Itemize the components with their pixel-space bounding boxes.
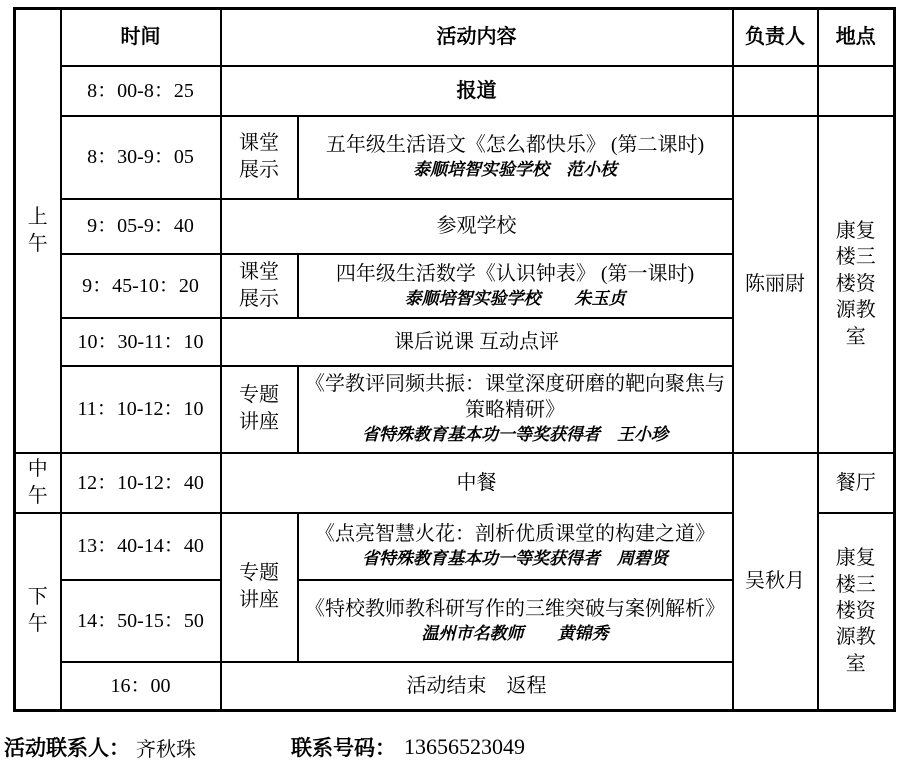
lecture-speaker: 温州市名教师 黄锦秀 (421, 623, 609, 643)
col-header-content: 活动内容 (221, 9, 733, 66)
time-cell: 8：00-8：25 (61, 66, 221, 116)
activity-cell-visit: 参观学校 (221, 199, 733, 254)
activity-cell-registration: 报道 (221, 66, 733, 116)
schedule-table (13, 7, 896, 712)
leader-cell-morning: 陈丽尉 (733, 116, 818, 453)
row-lunch (15, 453, 895, 513)
row-lesson1 (15, 116, 895, 199)
time-cell: 9：45-10：20 (61, 254, 221, 318)
activity-cell-review: 课后说课 互动点评 (221, 318, 733, 366)
lesson-title: 五年级生活语文《怎么都快乐》 (第二课时) (325, 134, 705, 157)
activity-type-label: 课堂展示 (239, 260, 279, 310)
col-header-location: 地点 (818, 9, 895, 66)
time-cell: 8：30-9：05 (61, 116, 221, 199)
header-row (15, 9, 895, 66)
col-header-time: 时间 (61, 9, 221, 66)
location-cell-afternoon (818, 513, 895, 711)
contact-name: 齐秋珠 (136, 738, 196, 761)
activity-type-cell (221, 366, 298, 453)
activity-cell-lunch: 中餐 (221, 453, 733, 513)
time-cell: 10：30-11：10 (61, 318, 221, 366)
activity-type-label: 课堂展示 (239, 132, 279, 181)
row-registration (15, 66, 895, 116)
lesson-title: 四年级生活数学《认识钟表》 (第一课时) (335, 262, 695, 285)
activity-cell-lecture1 (298, 366, 733, 453)
location-cell-empty (818, 66, 895, 116)
location-cell-morning (818, 116, 895, 453)
contact-label: 活动联系人： (4, 737, 130, 760)
lecture-speaker: 省特殊教育基本功一等奖获得者 王小珍 (362, 425, 668, 445)
activity-type-cell (221, 116, 298, 199)
period-noon-label: 中午 (27, 457, 48, 507)
leader-cell-empty (733, 66, 818, 116)
activity-cell-lecture2 (298, 513, 733, 580)
col-header-leader: 负责人 (733, 9, 818, 66)
period-cell-noon (15, 453, 61, 513)
period-cell-morning (15, 9, 61, 453)
lecture-title: 《点亮智慧火花：剖析优质课堂的构建之道》 (315, 523, 715, 546)
time-cell: 14：50-15：50 (61, 580, 221, 662)
time-cell: 13：40-14：40 (61, 513, 221, 580)
period-cell-afternoon (15, 513, 61, 711)
activity-type-label: 专题讲座 (239, 384, 279, 433)
activity-cell-end: 活动结束 返程 (221, 662, 733, 711)
contact-footer (4, 731, 896, 763)
leader-cell-afternoon: 吴秋月 (733, 453, 818, 711)
lecture-title: 《特校教师教科研写作的三维突破与案例解析》 (305, 597, 725, 620)
period-afternoon-label: 下午 (27, 586, 48, 636)
activity-type-cell (221, 513, 298, 662)
period-morning-label: 上午 (27, 205, 48, 255)
activity-cell-lesson1 (298, 116, 733, 199)
activity-cell-lesson2 (298, 254, 733, 318)
time-cell: 11：10-12：10 (61, 366, 221, 453)
activity-type-label: 专题讲座 (239, 562, 279, 611)
time-cell: 12：10-12：40 (61, 453, 221, 513)
time-cell: 9：05-9：40 (61, 199, 221, 254)
lesson-speaker: 泰顺培智实验学校 朱玉贞 (404, 288, 626, 308)
location-morning-label: 康复楼三楼资源教室 (835, 220, 876, 348)
activity-type-cell (221, 254, 298, 318)
phone-group (291, 732, 525, 762)
location-afternoon-label: 康复楼三楼资源教室 (835, 547, 876, 675)
lecture-speaker: 省特殊教育基本功一等奖获得者 周碧贤 (362, 549, 668, 569)
phone-label: 联系号码： (291, 737, 396, 760)
time-cell: 16：00 (61, 662, 221, 711)
phone-number: 13656523049 (404, 734, 525, 759)
location-cell-noon: 餐厅 (818, 453, 895, 513)
lesson-speaker: 泰顺培智实验学校 范小枝 (413, 160, 617, 180)
activity-cell-lecture3 (298, 580, 733, 662)
lecture-title: 《学教评同频共振：课堂深度研磨的靶向聚焦与策略精研》 (305, 373, 725, 422)
